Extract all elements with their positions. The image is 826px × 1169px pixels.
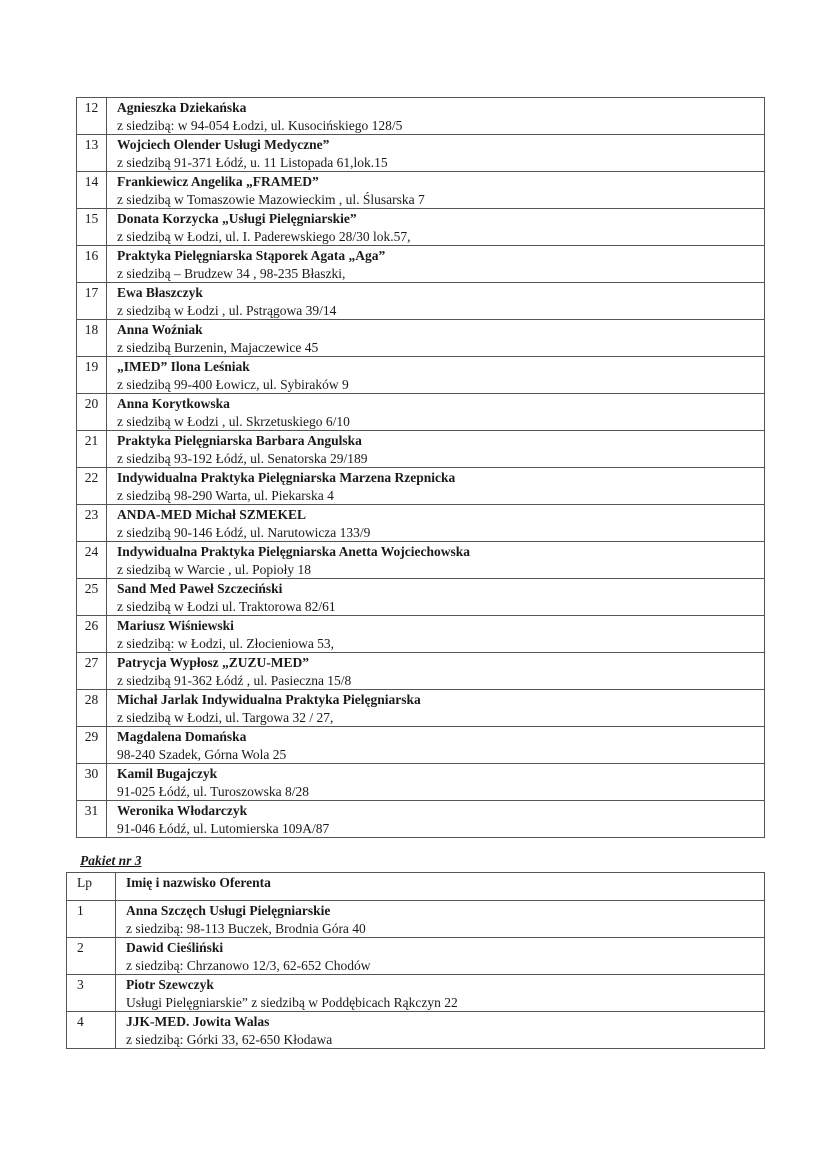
row-number: 21: [77, 431, 107, 468]
row-number: 23: [77, 505, 107, 542]
row-number: 30: [77, 764, 107, 801]
row-number: 1: [67, 901, 116, 938]
offeror-address: 98-240 Szadek, Górna Wola 25: [117, 746, 287, 762]
offeror-name: Donata Korzycka „Usługi Pielęgniarskie”: [117, 211, 357, 226]
offeror-address: z siedzibą 98-290 Warta, ul. Piekarska 4: [117, 487, 334, 503]
row-number: 12: [77, 98, 107, 135]
row-number: 17: [77, 283, 107, 320]
offeror-address: z siedzibą 99-400 Łowicz, ul. Sybiraków 9: [117, 376, 349, 392]
offeror-address: z siedzibą: Chrzanowo 12/3, 62-652 Chodów: [126, 957, 371, 973]
offeror-address: 91-046 Łódź, ul. Lutomierska 109A/87: [117, 820, 330, 836]
offeror-cell: [107, 727, 765, 764]
offeror-name: Mariusz Wiśniewski: [117, 618, 234, 633]
table-row: [77, 357, 765, 394]
offeror-name: „IMED” Ilona Leśniak: [117, 359, 250, 374]
offeror-cell: [107, 357, 765, 394]
row-number: 2: [67, 938, 116, 975]
row-number: 24: [77, 542, 107, 579]
table-row: [77, 246, 765, 283]
table-row: [67, 901, 765, 938]
row-number: 31: [77, 801, 107, 838]
row-number: 19: [77, 357, 107, 394]
row-number: 18: [77, 320, 107, 357]
offeror-cell: [107, 616, 765, 653]
offeror-address: z siedzibą 91-362 Łódź , ul. Pasieczna 15/8: [117, 672, 352, 688]
table-row: [77, 764, 765, 801]
table-row: [77, 616, 765, 653]
offeror-name: Kamil Bugajczyk: [117, 766, 218, 781]
offeror-cell: [107, 690, 765, 727]
offeror-address: 91-025 Łódź, ul. Turoszowska 8/28: [117, 783, 309, 799]
offeror-name: Weronika Włodarczyk: [117, 803, 248, 818]
table-row: [77, 579, 765, 616]
offeror-address: z siedzibą w Tomaszowie Mazowieckim , ul. Ślusarska 7: [117, 191, 425, 207]
offeror-cell: [107, 246, 765, 283]
offeror-address: z siedzibą w Łodzi , ul. Pstrągowa 39/14: [117, 302, 337, 318]
offeror-header: Imię i nazwisko Oferenta: [116, 873, 765, 901]
offeror-address: z siedzibą: w 94-054 Łodzi, ul. Kusocińskiego 128/5: [117, 117, 403, 133]
row-number: 15: [77, 209, 107, 246]
offeror-name: JJK-MED. Jowita Walas: [126, 1014, 270, 1029]
row-number: 29: [77, 727, 107, 764]
table-row: [67, 1012, 765, 1049]
offeror-address: z siedzibą w Łodzi ul. Traktorowa 82/61: [117, 598, 336, 614]
table-row: [77, 542, 765, 579]
offeror-name: Dawid Cieśliński: [126, 940, 224, 955]
offeror-cell: [107, 320, 765, 357]
offeror-address: z siedzibą: w Łodzi, ul. Złocieniowa 53,: [117, 635, 335, 651]
row-number: 16: [77, 246, 107, 283]
offeror-name: Ewa Błaszczyk: [117, 285, 203, 300]
offeror-name: Michał Jarlak Indywidualna Praktyka Pielęgniarska: [117, 692, 421, 707]
table-row: [77, 690, 765, 727]
offeror-cell: [116, 901, 765, 938]
offeror-cell: [107, 135, 765, 172]
offeror-cell: [107, 394, 765, 431]
lp-header: Lp: [67, 873, 116, 901]
row-number: 26: [77, 616, 107, 653]
table-row: [77, 505, 765, 542]
row-number: 22: [77, 468, 107, 505]
offeror-name: Frankiewicz Angelika „FRAMED”: [117, 174, 319, 189]
offeror-cell: [107, 505, 765, 542]
offeror-address: z siedzibą – Brudzew 34 , 98-235 Błaszki,: [117, 265, 346, 281]
offeror-address: z siedzibą 90-146 Łódź, ul. Narutowicza 133/9: [117, 524, 371, 540]
table-row: [77, 653, 765, 690]
offerors-table-continued: [76, 97, 765, 838]
offeror-cell: [107, 431, 765, 468]
offeror-name: Praktyka Pielęgniarska Barbara Angulska: [117, 433, 362, 448]
offeror-address: z siedzibą 91-371 Łódź, u. 11 Listopada 61,lok.15: [117, 154, 388, 170]
offeror-cell: [116, 975, 765, 1012]
offeror-address: z siedzibą 93-192 Łódź, ul. Senatorska 29/189: [117, 450, 368, 466]
offeror-cell: [107, 283, 765, 320]
table-row: [77, 468, 765, 505]
offeror-name: Anna Korytkowska: [117, 396, 230, 411]
offeror-address: z siedzibą w Łodzi, ul. Targowa 32 / 27,: [117, 709, 334, 725]
offeror-cell: [107, 98, 765, 135]
offeror-cell: [107, 801, 765, 838]
offeror-name: Sand Med Paweł Szczeciński: [117, 581, 283, 596]
row-number: 27: [77, 653, 107, 690]
table-row: [77, 801, 765, 838]
offeror-address: z siedzibą w Łodzi, ul. I. Paderewskiego 28/30 lok.57,: [117, 228, 411, 244]
row-number: 28: [77, 690, 107, 727]
table-row: [77, 320, 765, 357]
offeror-name: Patrycja Wypłosz „ZUZU-MED”: [117, 655, 309, 670]
row-number: 13: [77, 135, 107, 172]
table-row: [77, 98, 765, 135]
offeror-name: Praktyka Pielęgniarska Stąporek Agata „Aga”: [117, 248, 386, 263]
offeror-name: Piotr Szewczyk: [126, 977, 214, 992]
offeror-cell: [116, 1012, 765, 1049]
offeror-name: Wojciech Olender Usługi Medyczne”: [117, 137, 330, 152]
offeror-name: Anna Woźniak: [117, 322, 203, 337]
table-row: [77, 283, 765, 320]
row-number: 4: [67, 1012, 116, 1049]
offeror-address: z siedzibą w Warcie , ul. Popioły 18: [117, 561, 311, 577]
offeror-address: Usługi Pielęgniarskie” z siedzibą w Poddębicach Rąkczyn 22: [126, 994, 458, 1010]
offeror-cell: [107, 653, 765, 690]
table-row: [77, 135, 765, 172]
offeror-cell: [107, 764, 765, 801]
table-header-row: [67, 873, 765, 901]
table-row: [77, 209, 765, 246]
row-number: 3: [67, 975, 116, 1012]
table-row: [67, 938, 765, 975]
table-row: [77, 394, 765, 431]
offeror-address: z siedzibą w Łodzi , ul. Skrzetuskiego 6/10: [117, 413, 350, 429]
offeror-name: ANDA-MED Michał SZMEKEL: [117, 507, 306, 522]
offeror-name: Indywidualna Praktyka Pielęgniarska Marzena Rzepnicka: [117, 470, 456, 485]
offeror-address: z siedzibą: Górki 33, 62-650 Kłodawa: [126, 1031, 333, 1047]
table-row: [77, 727, 765, 764]
offeror-address: z siedzibą: 98-113 Buczek, Brodnia Góra 40: [126, 920, 366, 936]
offeror-name: Anna Szczęch Usługi Pielęgniarskie: [126, 903, 331, 918]
offeror-cell: [107, 172, 765, 209]
offeror-address: z siedzibą Burzenin, Majaczewice 45: [117, 339, 319, 355]
table-row: [77, 431, 765, 468]
package-3-offerors-table: [66, 872, 765, 1049]
row-number: 25: [77, 579, 107, 616]
offeror-cell: [107, 209, 765, 246]
table-row: [77, 172, 765, 209]
offeror-cell: [116, 938, 765, 975]
offeror-name: Magdalena Domańska: [117, 729, 247, 744]
offeror-name: Indywidualna Praktyka Pielęgniarska Anetta Wojciechowska: [117, 544, 471, 559]
offeror-cell: [107, 542, 765, 579]
row-number: 14: [77, 172, 107, 209]
offeror-cell: [107, 579, 765, 616]
offeror-name: Agnieszka Dziekańska: [117, 100, 247, 115]
offeror-cell: [107, 468, 765, 505]
row-number: 20: [77, 394, 107, 431]
table-row: [67, 975, 765, 1012]
package-heading: Pakiet nr 3: [80, 853, 142, 868]
